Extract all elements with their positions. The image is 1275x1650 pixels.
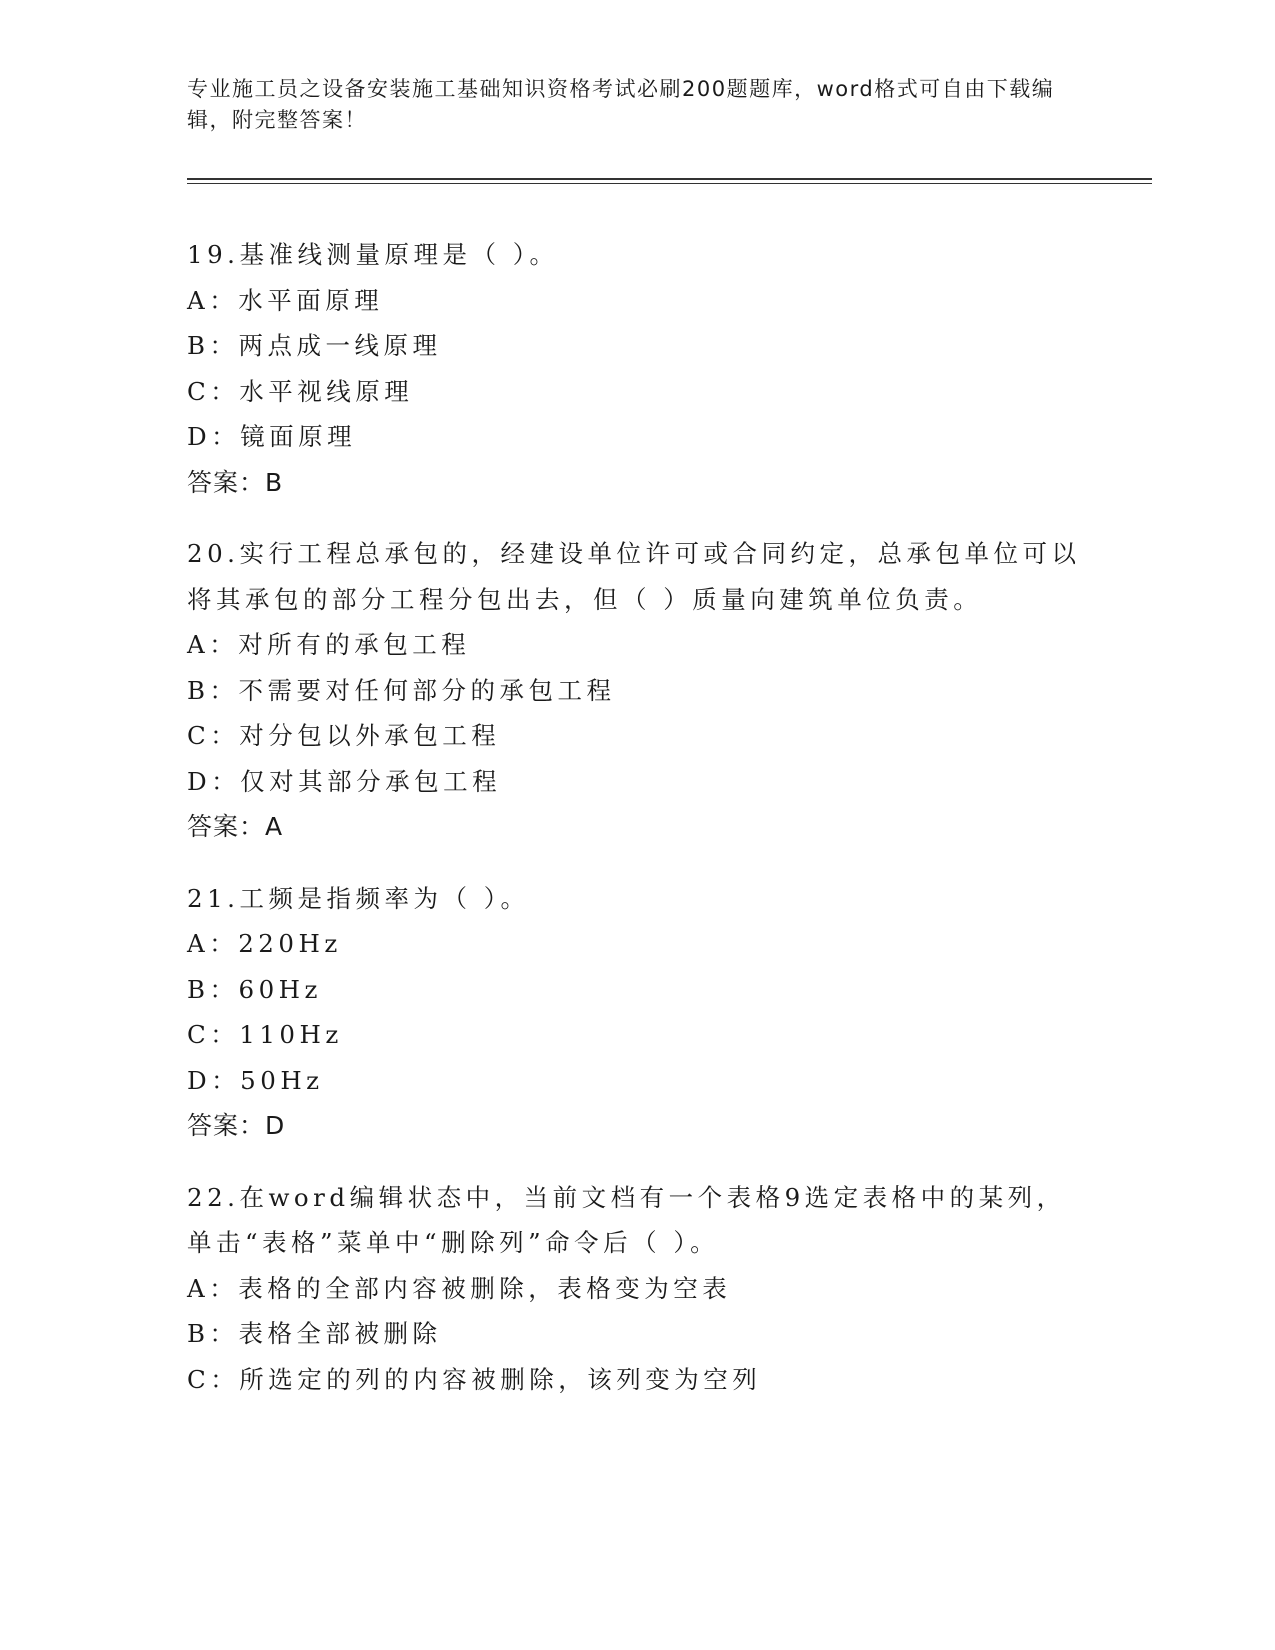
option-b: B：不需要对任何部分的承包工程 (187, 675, 616, 705)
question-stem-line-2: 单击“表格”菜单中“删除列”命令后（ ）。 (187, 1228, 720, 1257)
question-stem-line-1: 22.在word编辑状态中，当前文档有一个表格9选定表格中的某列， (187, 1182, 1066, 1212)
document-header: 专业施工员之设备安装施工基础知识资格考试必刷200题题库，word格式可自由下载编辑，附完整答案！ (187, 77, 1055, 132)
option-c: C：所选定的列的内容被删除，该列变为空列 (187, 1364, 762, 1394)
question-21 (187, 876, 1107, 1149)
answer-key: 答案：A (187, 812, 284, 841)
question-22 (187, 1175, 1107, 1403)
question-stem: 21.工频是指频率为（ ）。 (187, 883, 530, 913)
question-list (187, 232, 1107, 1428)
option-a: A：水平面原理 (187, 285, 384, 315)
question-stem-line-1: 20.实行工程总承包的，经建设单位许可或合同约定，总承包单位可以 (187, 539, 1081, 568)
header-divider-thin (187, 183, 1152, 184)
option-b: B：表格全部被删除 (187, 1319, 442, 1348)
question-stem-line-2: 将其承包的部分工程分包出去，但（ ）质量向建筑单位负责。 (187, 584, 983, 614)
option-d: D：镜面原理 (187, 422, 357, 451)
header-divider-thick (187, 178, 1152, 180)
option-d: D：50Hz (187, 1065, 324, 1095)
answer-key: 答案：B (187, 467, 284, 497)
answer-key: 答案：D (187, 1111, 286, 1140)
option-b: B：60Hz (187, 974, 322, 1004)
question-19 (187, 232, 1107, 505)
option-c: C：对分包以外承包工程 (187, 721, 501, 750)
option-a: A：对所有的承包工程 (187, 630, 471, 659)
option-d: D：仅对其部分承包工程 (187, 766, 502, 796)
option-c: C：110Hz (187, 1020, 343, 1049)
question-20 (187, 531, 1107, 850)
option-b: B：两点成一线原理 (187, 331, 442, 360)
question-stem: 19.基准线测量原理是（ ）。 (187, 240, 559, 269)
option-a: A：220Hz (187, 929, 342, 958)
option-a: A：表格的全部内容被删除，表格变为空表 (187, 1273, 732, 1303)
option-c: C：水平视线原理 (187, 376, 414, 406)
